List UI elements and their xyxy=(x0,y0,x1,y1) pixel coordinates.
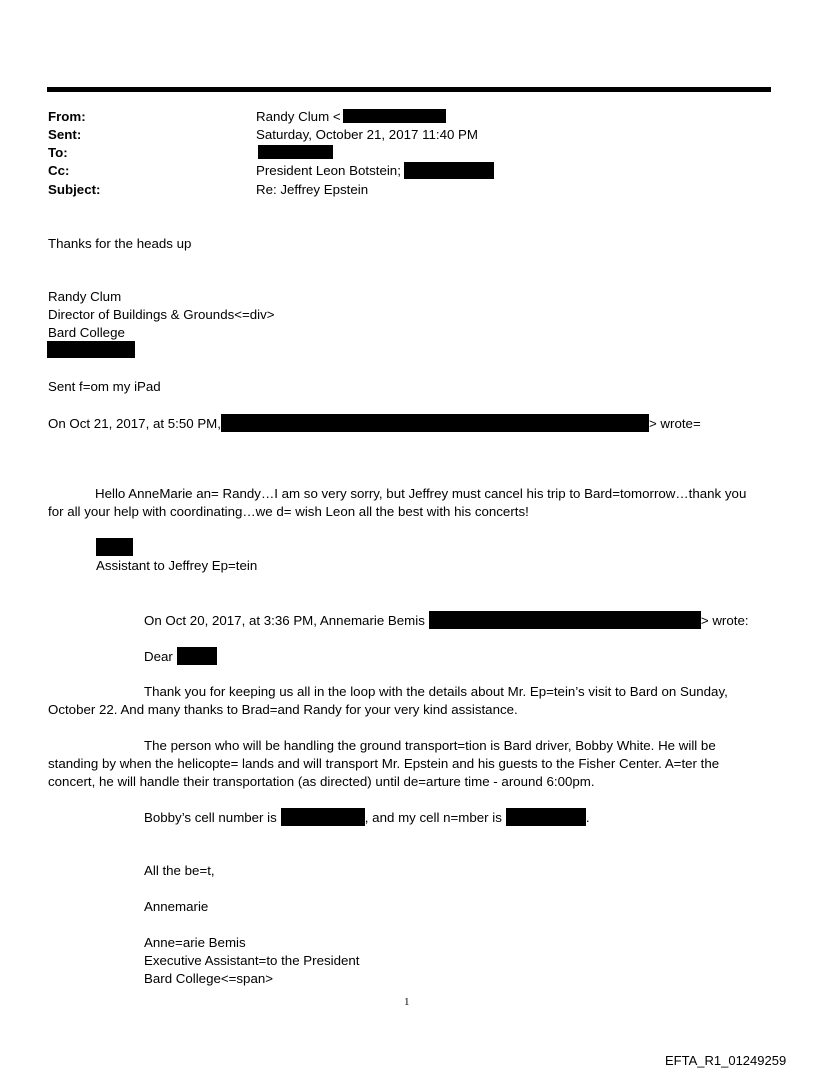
closing-name: Annemarie xyxy=(144,899,209,914)
signature-2-org: Bard College<=span> xyxy=(144,971,274,986)
reply-text: Thanks for the heads up xyxy=(48,236,192,251)
redaction-block xyxy=(258,145,333,159)
header-rule xyxy=(47,87,771,92)
message-1-signature: Assistant to Jeffrey Ep=tein xyxy=(96,558,258,573)
page-number: 1 xyxy=(404,996,410,1008)
sent-value: Saturday, October 21, 2017 11:40 PM xyxy=(256,127,478,142)
cell-numbers-line: Bobby’s cell number is , and my cell n=mber is . xyxy=(144,810,590,825)
redaction-block xyxy=(221,414,649,432)
redaction-block xyxy=(343,109,446,123)
redaction-block xyxy=(506,808,586,826)
salutation: Dear xyxy=(144,647,217,666)
subject-label: Subject: xyxy=(48,182,101,197)
signature-2-title: Executive Assistant=to the President xyxy=(144,953,360,968)
paragraph-2: The person who will be handling the ground transport=tion is Bard driver, Bobby White. He will be standing by when the helicopte= lands and will transport Mr. Epstein and his guests to the Fisher Center. A=ter the concert, he will handle their transportation (as directed) until de=arture time - around 6:00pm. xyxy=(48,738,720,789)
redaction-block xyxy=(281,808,365,826)
subject-value: Re: Jeffrey Epstein xyxy=(256,182,369,197)
quote-header-2: On Oct 20, 2017, at 3:36 PM, Annemarie Bemis > wrote: xyxy=(144,613,749,628)
closing-text: All the be=t, xyxy=(144,863,215,878)
from-label: From: xyxy=(48,109,86,124)
signature-org: Bard College xyxy=(48,325,125,340)
paragraph-1: Thank you for keeping us all in the loop with the details about Mr. Ep=tein’s visit to Bard on Sunday, October 22. And many thanks to Brad=and Randy for your very kind assistance. xyxy=(48,684,728,717)
cc-value: President Leon Botstein; xyxy=(256,162,494,180)
signature-name: Randy Clum xyxy=(48,289,122,304)
redaction-block xyxy=(177,647,217,665)
document-id: EFTA_R1_01249259 xyxy=(665,1053,787,1068)
sent-from-text: Sent f=om my iPad xyxy=(48,379,161,394)
signature-title: Director of Buildings & Grounds<=div> xyxy=(48,307,275,322)
quote-header-1: On Oct 21, 2017, at 5:50 PM, > wrote= xyxy=(48,416,701,431)
signature-2-name: Anne=arie Bemis xyxy=(144,935,246,950)
redaction-block xyxy=(404,162,494,179)
redaction-block xyxy=(96,538,133,556)
redaction-block xyxy=(47,341,135,358)
message-1: Hello AnneMarie an= Randy…I am so very sorry, but Jeffrey must cancel his trip to Bard=tomorrow…thank you for all your help with coordinating…we d= wish Leon all the best with his concerts! xyxy=(48,486,747,519)
sent-label: Sent: xyxy=(48,127,82,142)
cc-label: Cc: xyxy=(48,163,70,178)
from-value: Randy Clum < xyxy=(256,108,446,126)
to-label: To: xyxy=(48,145,68,160)
redaction-block xyxy=(429,611,701,629)
